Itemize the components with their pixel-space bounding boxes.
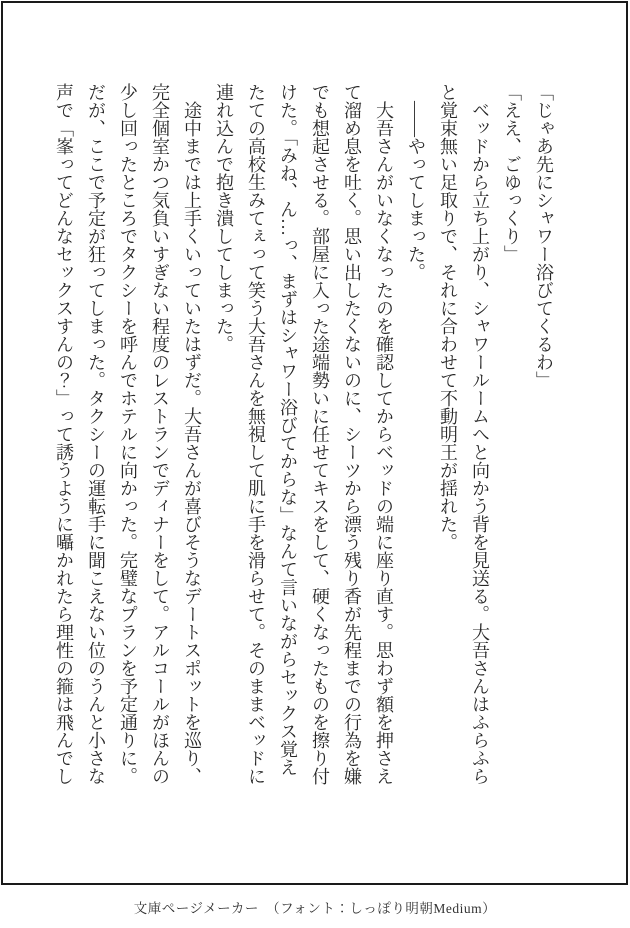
text-line-7: て溜め息を吐く。思い出したくないのに、シーツから漂う残り香が先程までの行為を嫌: [342, 83, 362, 785]
text-line-16: 声で「峯ってどんなセックスすんの？」って誘うように囁かれたら理性の箍は飛んでし: [54, 83, 74, 785]
text-line-15: だが、ここで予定が狂ってしまった。タクシーの運転手に聞こえない位のうんと小さな: [86, 83, 106, 785]
footer-caption: 文庫ページメーカー （フォント：しっぽり明朝Medium）: [133, 901, 497, 916]
text-line-13: 完全個室かつ気負いすぎない程度のレストランでディナーをして。アルコールがほんの: [150, 83, 170, 785]
text-line-4: と覚束無い足取りで、それに合わせて不動明王が揺れた。: [438, 83, 458, 551]
text-line-12: 途中までは上手くいっていたはずだ。大吾さんが喜びそうなデートスポットを巡り、: [182, 83, 202, 785]
text-line-2: 「ええ、ごゆっくり」: [502, 83, 522, 263]
text-line-5: ――やってしまった。: [406, 83, 426, 281]
text-line-10: たての高校生みてぇって笑う大吾さんを無視して肌に手を滑らせて。そのままベッドに: [246, 83, 266, 785]
page-frame: [1, 1, 628, 885]
text-line-3: ベッドから立ち上がり、シャワールームへと向かう背を見送る。大吾さんはふらふら: [470, 83, 490, 785]
footer: [0, 886, 630, 928]
text-line-9: けた。「みね、ん…っ、まずはシャワー浴びてからな」なんて言いながらセックス覚え: [278, 83, 298, 776]
text-line-1: 「じゃあ先にシャワー浴びてくるわ」: [534, 83, 554, 389]
text-line-11: 連れ込んで抱き潰してしまった。: [214, 83, 234, 353]
text-line-14: 少し回ったところでタクシーを呼んでホテルに向かった。完璧なプランを予定通りに。: [118, 83, 138, 785]
vertical-text-block: [48, 83, 560, 791]
text-line-8: でも想起させる。部屋に入った途端勢いに任せてキスをして、硬くなったものを擦り付: [310, 83, 330, 785]
text-line-6: 大吾さんがいなくなったのを確認してからベッドの端に座り直す。思わず額を押さえ: [374, 83, 394, 785]
